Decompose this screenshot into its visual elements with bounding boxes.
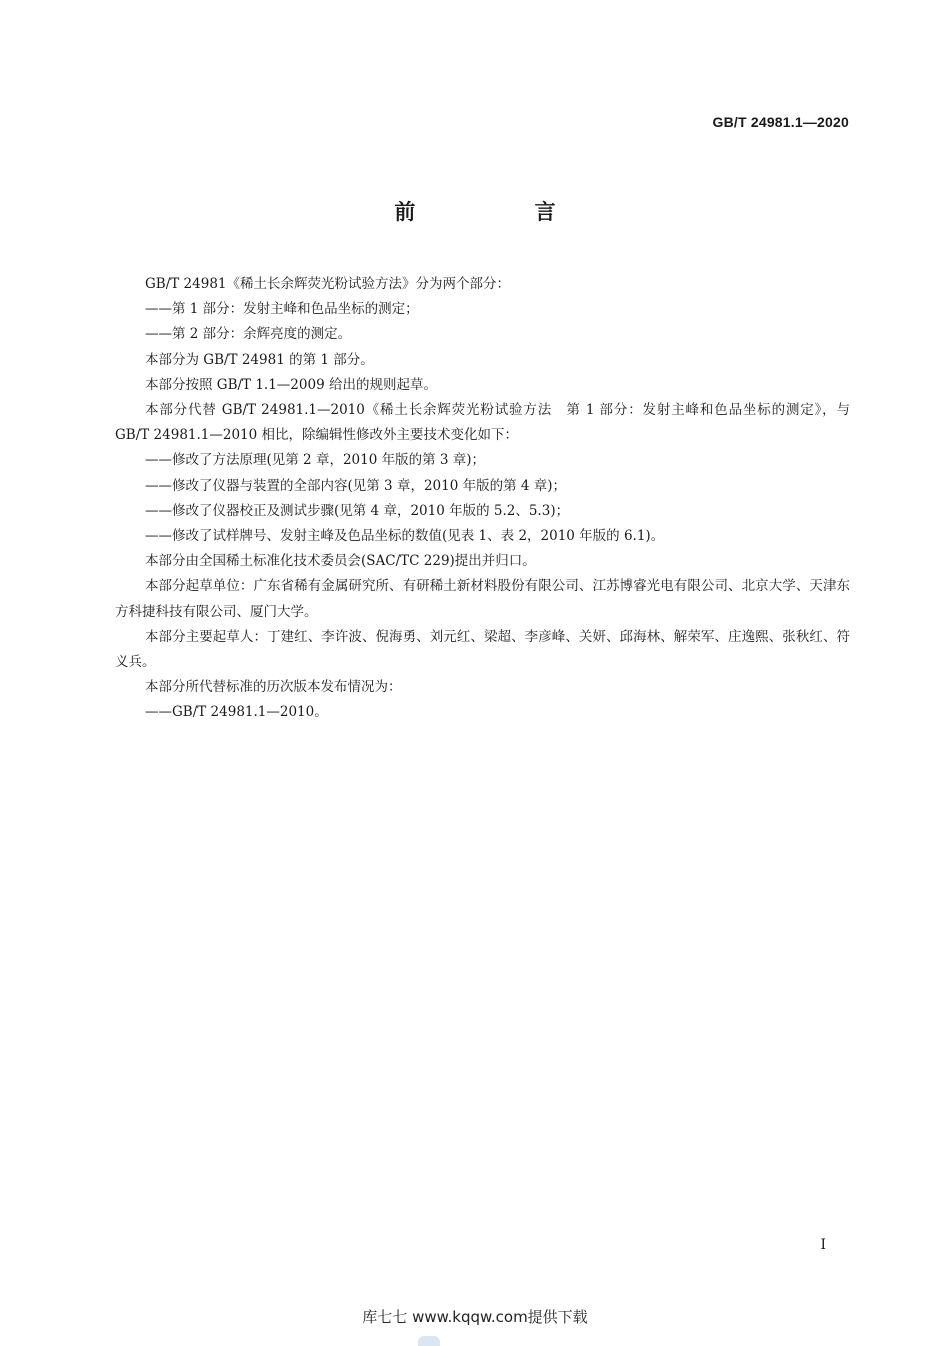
list-item: ——修改了试样牌号、发射主峰及色品坐标的数值(见表 1、表 2，2010 年版的 6.1)。 bbox=[145, 528, 665, 545]
footer-download-note: 库七七 www.kqqw.com提供下载 bbox=[362, 1308, 588, 1326]
foreword-body bbox=[115, 272, 850, 726]
page-title: 前 言 bbox=[394, 200, 612, 224]
paragraph: 本部分由全国稀土标准化技术委员会(SAC/TC 229)提出并归口。 bbox=[145, 553, 536, 570]
paragraph: 本部分为 GB/T 24981 的第 1 部分。 bbox=[145, 351, 374, 368]
list-item: ——修改了仪器校正及测试步骤(见第 4 章，2010 年版的 5.2、5.3)； bbox=[145, 502, 570, 519]
paragraph: 本部分主要起草人：丁建红、李许波、倪海勇、刘元红、梁超、李彦峰、关妍、邱海林、解荣军、庄逸熙、张秋红、符义兵。 bbox=[115, 628, 850, 671]
footer-decoration bbox=[418, 1336, 440, 1346]
standard-code: GB/T 24981.1—2020 bbox=[712, 114, 849, 130]
list-item: ——第 2 部分：余辉亮度的测定。 bbox=[145, 326, 352, 343]
paragraph: 本部分按照 GB/T 1.1—2009 给出的规则起草。 bbox=[145, 376, 437, 393]
paragraph: 本部分所代替标准的历次版本发布情况为： bbox=[145, 679, 402, 696]
list-item: ——GB/T 24981.1—2010。 bbox=[145, 704, 328, 721]
page-number: I bbox=[820, 1237, 826, 1253]
paragraph: 本部分代替 GB/T 24981.1—2010《稀土长余辉荧光粉试验方法 第 1 部分：发射主峰和色品坐标的测定》，与 GB/T 24981.1—2010 相比，除编辑性修改外主要技术变化如下： bbox=[115, 402, 850, 444]
paragraph: GB/T 24981《稀土长余辉荧光粉试验方法》分为两个部分： bbox=[145, 276, 510, 292]
list-item: ——第 1 部分：发射主峰和色品坐标的测定； bbox=[145, 301, 419, 318]
list-item: ——修改了仪器与装置的全部内容(见第 3 章，2010 年版的第 4 章)； bbox=[145, 477, 567, 494]
paragraph: 本部分起草单位：广东省稀有金属研究所、有研稀土新材料股份有限公司、江苏博睿光电有限公司、北京大学、天津东方科捷科技有限公司、厦门大学。 bbox=[115, 578, 850, 620]
list-item: ——修改了方法原理(见第 2 章，2010 年版的第 3 章)； bbox=[145, 452, 486, 469]
